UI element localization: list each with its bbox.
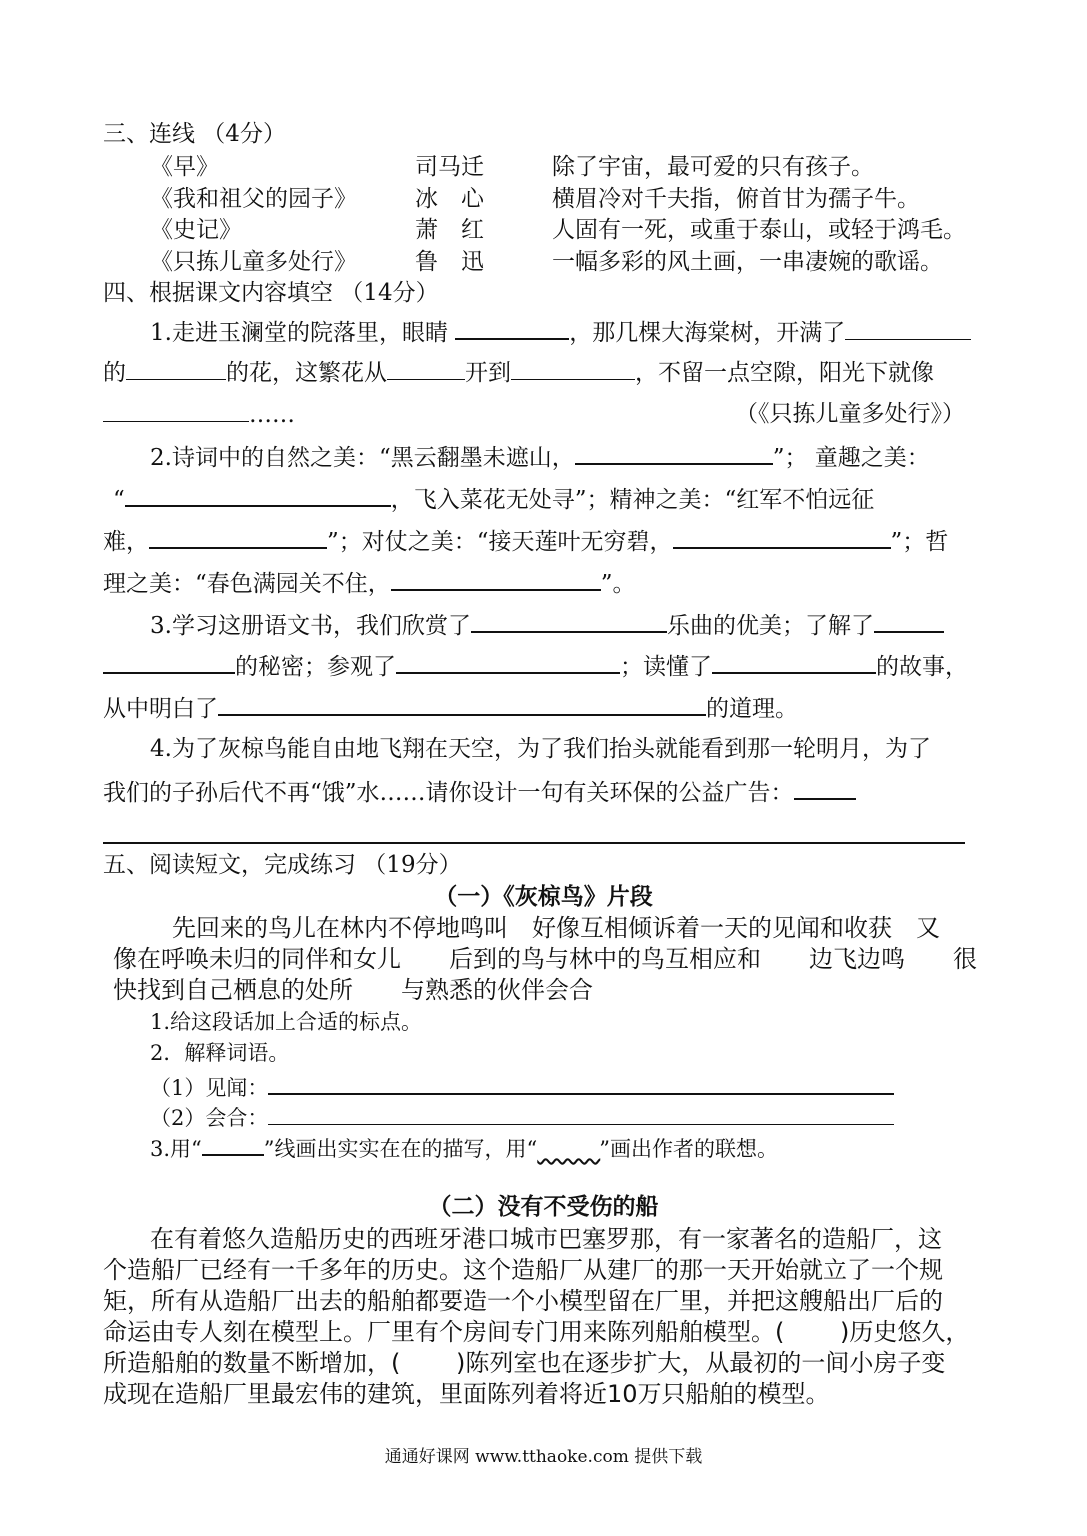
q1-text-g: …… — [249, 402, 295, 428]
q4-line1: 4.为了灰椋鸟能自由地飞翔在天空，为了我们抬头就能看到那一轮明月，为了 — [150, 736, 931, 762]
passage2-line3: 矩，所有从造船厂出去的船舶都要造一个小模型留在厂里，并把这艘船出厂后的 — [103, 1287, 943, 1315]
q1-text-d: 的花，这繁花从 — [226, 360, 387, 386]
part2-title: （二）没有不受伤的船 — [428, 1193, 659, 1220]
q2-line2 — [113, 483, 874, 515]
q1-blank-5[interactable] — [511, 357, 635, 380]
passage2-line2: 个造船厂已经有一千多年的历史。这个造船厂从建厂的那一天开始就立了一个规 — [103, 1256, 943, 1284]
p1-q3-text-c: ”画出作者的联想。 — [599, 1137, 779, 1161]
q1-text-c: 的 — [103, 360, 126, 386]
q1-blank-4[interactable] — [387, 357, 465, 380]
passage2-line6: 成现在造船厂里最宏伟的建筑，里面陈列着将近10万只船舶的模型。 — [103, 1380, 830, 1408]
q3-text-a: 3.学习这册语文书，我们欣赏了 — [150, 613, 471, 639]
q1-text-e: 开到 — [465, 360, 511, 386]
q2-text-e: 难， — [103, 529, 149, 555]
q4-text-b: 我们的子孙后代不再“饿”水……请你设计一句有关环保的公益广告： — [103, 780, 794, 806]
q2-text-i: ”。 — [600, 571, 636, 597]
p1-q2a-blank[interactable] — [268, 1069, 894, 1095]
q3-text-d: ；读懂了 — [620, 654, 712, 680]
q4-blank-1[interactable] — [794, 776, 856, 800]
q2-blank-4[interactable] — [673, 525, 891, 549]
p1-q2b-blank[interactable] — [268, 1100, 894, 1125]
passage1-line1: 先回来的鸟儿在林内不停地鸣叫 好像互相倾诉着一天的见闻和收获 又 — [172, 914, 940, 942]
q2-text-g: ”；哲 — [890, 529, 949, 555]
q3-text-b: 乐曲的优美；了解了 — [666, 613, 874, 639]
quote-2: 横眉冷对千夫指，俯首甘为孺子牛。 — [552, 186, 920, 212]
author-1: 司马迁 — [415, 154, 484, 180]
section5-heading: 五、阅读短文，完成练习 （19分） — [103, 852, 462, 878]
quote-3: 人固有一死，或重于泰山，或轻于鸿毛。 — [552, 217, 966, 243]
q3-line1 — [150, 609, 944, 641]
q1-blank-3[interactable] — [126, 357, 226, 380]
p1-q2a-label: （1）见闻： — [150, 1076, 269, 1100]
p1-q3-text-a: 3.用“ — [150, 1137, 202, 1161]
straight-line-sample — [202, 1132, 264, 1156]
q2-blank-3[interactable] — [149, 525, 327, 549]
author-4: 鲁 迅 — [415, 249, 484, 275]
q3-text-c: 的秘密；参观了 — [235, 654, 396, 680]
book-1: 《早》 — [150, 154, 219, 180]
q3-blank-6[interactable] — [218, 692, 706, 716]
q2-blank-1[interactable] — [575, 441, 773, 465]
q1-line1 — [150, 316, 971, 348]
q2-line3 — [103, 525, 948, 557]
p1-q2a — [150, 1069, 894, 1103]
q3-blank-4[interactable] — [396, 650, 620, 674]
passage2-line1: 在有着悠久造船历史的西班牙港口城市巴塞罗那，有一家著名的造船厂，这 — [150, 1225, 942, 1253]
q1-text-b: ，那几棵大海棠树，开满了 — [569, 320, 846, 346]
q2-text-a: 2.诗词中的自然之美：“黑云翻墨未遮山， — [150, 445, 575, 471]
q3-blank-2[interactable] — [874, 609, 944, 633]
passage1-line3: 快找到自己栖息的处所 与熟悉的伙伴会合 — [113, 976, 593, 1004]
quote-1: 除了宇宙，最可爱的只有孩子。 — [552, 154, 874, 180]
book-2: 《我和祖父的园子》 — [150, 186, 357, 212]
p1-q2b-label: （2）会合： — [150, 1106, 269, 1130]
book-3: 《史记》 — [150, 217, 242, 243]
p1-q2b — [150, 1100, 894, 1133]
q4-line2 — [103, 776, 856, 808]
q1-blank-6[interactable] — [103, 399, 249, 422]
q2-line1 — [150, 441, 930, 473]
q1-source: （《只拣儿童多处行》） — [735, 401, 965, 427]
q3-blank-3[interactable] — [103, 650, 235, 674]
p1-q3-text-b: ”线画出实实在在的描写，用“ — [263, 1137, 538, 1161]
q1-text-a: 1.走进玉澜堂的院落里，眼睛 — [150, 320, 448, 346]
passage1-line2: 像在呼唤未归的同伴和女儿 后到的鸟与林中的鸟互相应和 边飞边鸣 很 — [113, 945, 977, 973]
q2-blank-2[interactable] — [125, 483, 391, 507]
page-footer: 通通好课网 www.tthaoke.com 提供下载 — [384, 1447, 703, 1467]
author-3: 萧 红 — [415, 217, 484, 243]
q2-text-d: ，飞入菜花无处寻”；精神之美：“红军不怕远征 — [390, 487, 875, 513]
q1-line2 — [103, 357, 934, 388]
q3-blank-5[interactable] — [712, 650, 876, 674]
q2-text-f: ”；对仗之美：“接天莲叶无穷碧， — [327, 529, 673, 555]
q2-text-h: 理之美：“春色满园关不住， — [103, 571, 391, 597]
q1-blank-1[interactable] — [455, 316, 569, 340]
q2-line4 — [103, 567, 636, 599]
q2-text-c: “ — [113, 487, 125, 513]
q3-text-g: 的道理。 — [706, 696, 798, 722]
quote-4: 一幅多彩的风土画，一串凄婉的歌谣。 — [552, 249, 943, 275]
section3-heading: 三、连线 （4分） — [103, 121, 286, 147]
passage2-line4: 命运由专人刻在模型上。厂里有个房间专门用来陈列船舶模型。( )历史悠久， — [103, 1318, 970, 1346]
p1-q3 — [150, 1132, 778, 1164]
q3-line3 — [103, 692, 798, 724]
q1-text-f: ，不留一点空隙，阳光下就像 — [635, 360, 934, 386]
part1-title: （一）《灰椋鸟》片段 — [434, 883, 653, 910]
book-4: 《只拣儿童多处行》 — [150, 249, 357, 275]
q3-blank-1[interactable] — [471, 609, 667, 633]
wavy-line-sample: ​ — [537, 1137, 601, 1161]
author-2: 冰 心 — [415, 186, 484, 212]
q4-answer-line[interactable] — [103, 842, 965, 844]
section4-heading: 四、根据课文内容填空 （14分） — [103, 280, 439, 306]
q3-text-e: 的故事， — [876, 654, 968, 680]
q3-line2 — [103, 650, 968, 682]
q2-text-b: ”； 童趣之美： — [772, 445, 930, 471]
q1-line3 — [103, 399, 295, 430]
q2-blank-5[interactable] — [391, 567, 601, 591]
p1-q1: 1.给这段话加上合适的标点。 — [150, 1010, 423, 1034]
q3-text-f: 从中明白了 — [103, 696, 218, 722]
q1-blank-2[interactable] — [845, 317, 971, 340]
passage2-line5: 所造船舶的数量不断增加，( )陈列室也在逐步扩大，从最初的一间小房子变 — [103, 1349, 946, 1377]
p1-q2: 2．解释词语。 — [150, 1041, 290, 1065]
